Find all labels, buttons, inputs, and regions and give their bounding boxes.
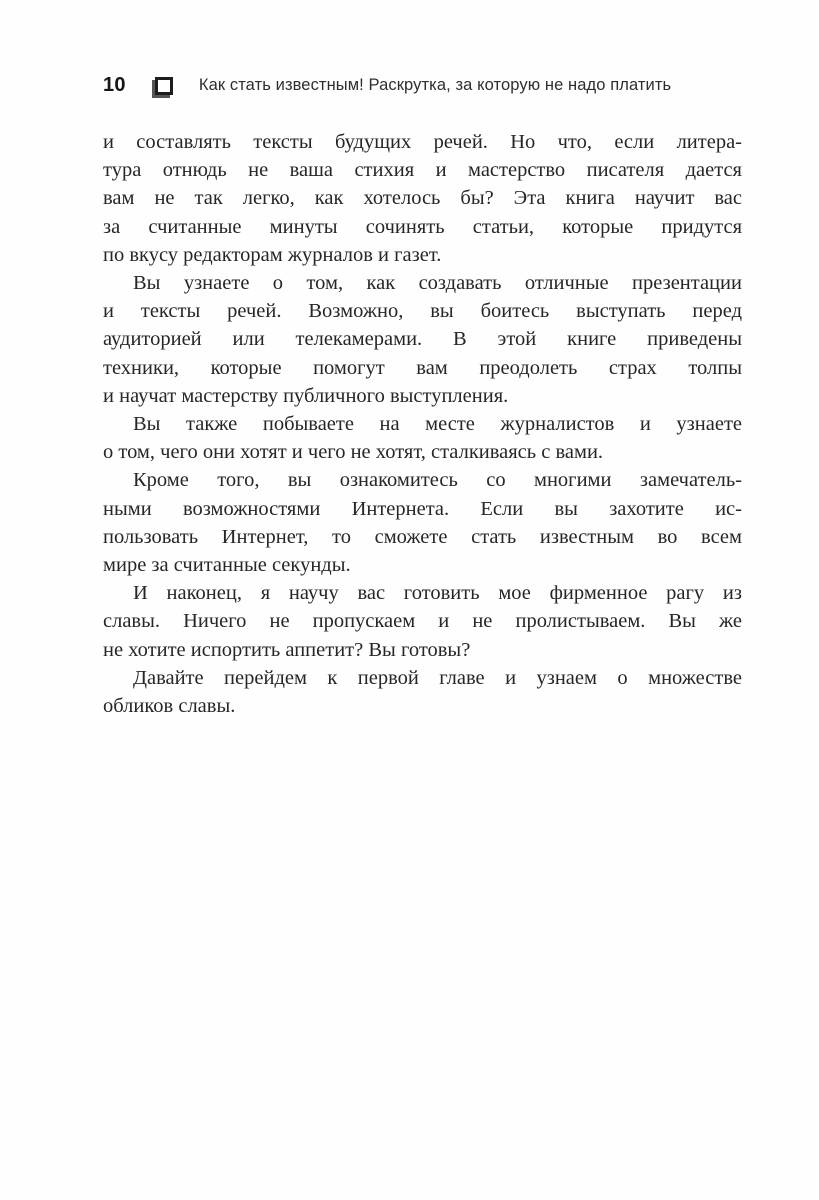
paragraph [103,128,742,269]
text-line: мире за считанные секунды. [103,554,351,577]
text-line: Вы узнаете о том, как создавать отличные презентации [133,272,742,295]
text-line: Вы также побываете на месте журналистов и узнаете [133,413,742,436]
paragraph [103,664,742,720]
text-line: ными возможностями Интернета. Если вы захотите ис- [103,497,742,520]
text-line: Кроме того, вы ознакомитесь со многими замечатель- [133,469,742,492]
text-line: И наконец, я научу вас готовить мое фирменное рагу из [133,582,742,605]
text-line: по вкусу редакторам журналов и газет. [103,243,442,266]
running-title: Как стать известным! Раскрутка, за которую не надо платить [198,76,672,94]
text-line: и составлять тексты будущих речей. Но что, если литера- [103,131,742,153]
text-line: обликов славы. [103,695,236,718]
paragraph [103,579,742,664]
text-line: пользовать Интернет, то сможете стать известным во всем [103,525,742,548]
text-line: не хотите испортить аппетит? Вы готовы? [103,638,471,661]
text-line: техники, которые помогут вам преодолеть страх толпы [103,356,742,379]
paragraph [103,269,742,410]
text-line: Давайте перейдем к первой главе и узнаем о множестве [133,666,742,689]
text-line: вам не так легко, как хотелось бы? Эта книга научит вас [103,187,742,210]
text-line: тура отнюдь не ваша стихия и мастерство писателя дается [103,159,742,182]
paragraph [103,410,742,466]
text-line: и научат мастерству публичного выступления. [103,384,509,407]
text-line: славы. Ничего не пропускаем и не пролистываем. Вы же [103,610,742,633]
text-line: за считанные минуты сочинять статьи, которые придутся [103,215,742,238]
body-text [103,128,742,720]
page-number: 10 [103,74,126,96]
text-line: аудиторией или телекамерами. В этой книге приведены [103,328,742,351]
paragraph [103,466,742,579]
text-line: и тексты речей. Возможно, вы боитесь выступать перед [103,300,742,323]
running-header [103,74,743,97]
text-line: о том, чего они хотят и чего не хотят, сталкиваясь с вами. [103,441,604,464]
shadowed-square-icon [155,77,173,95]
